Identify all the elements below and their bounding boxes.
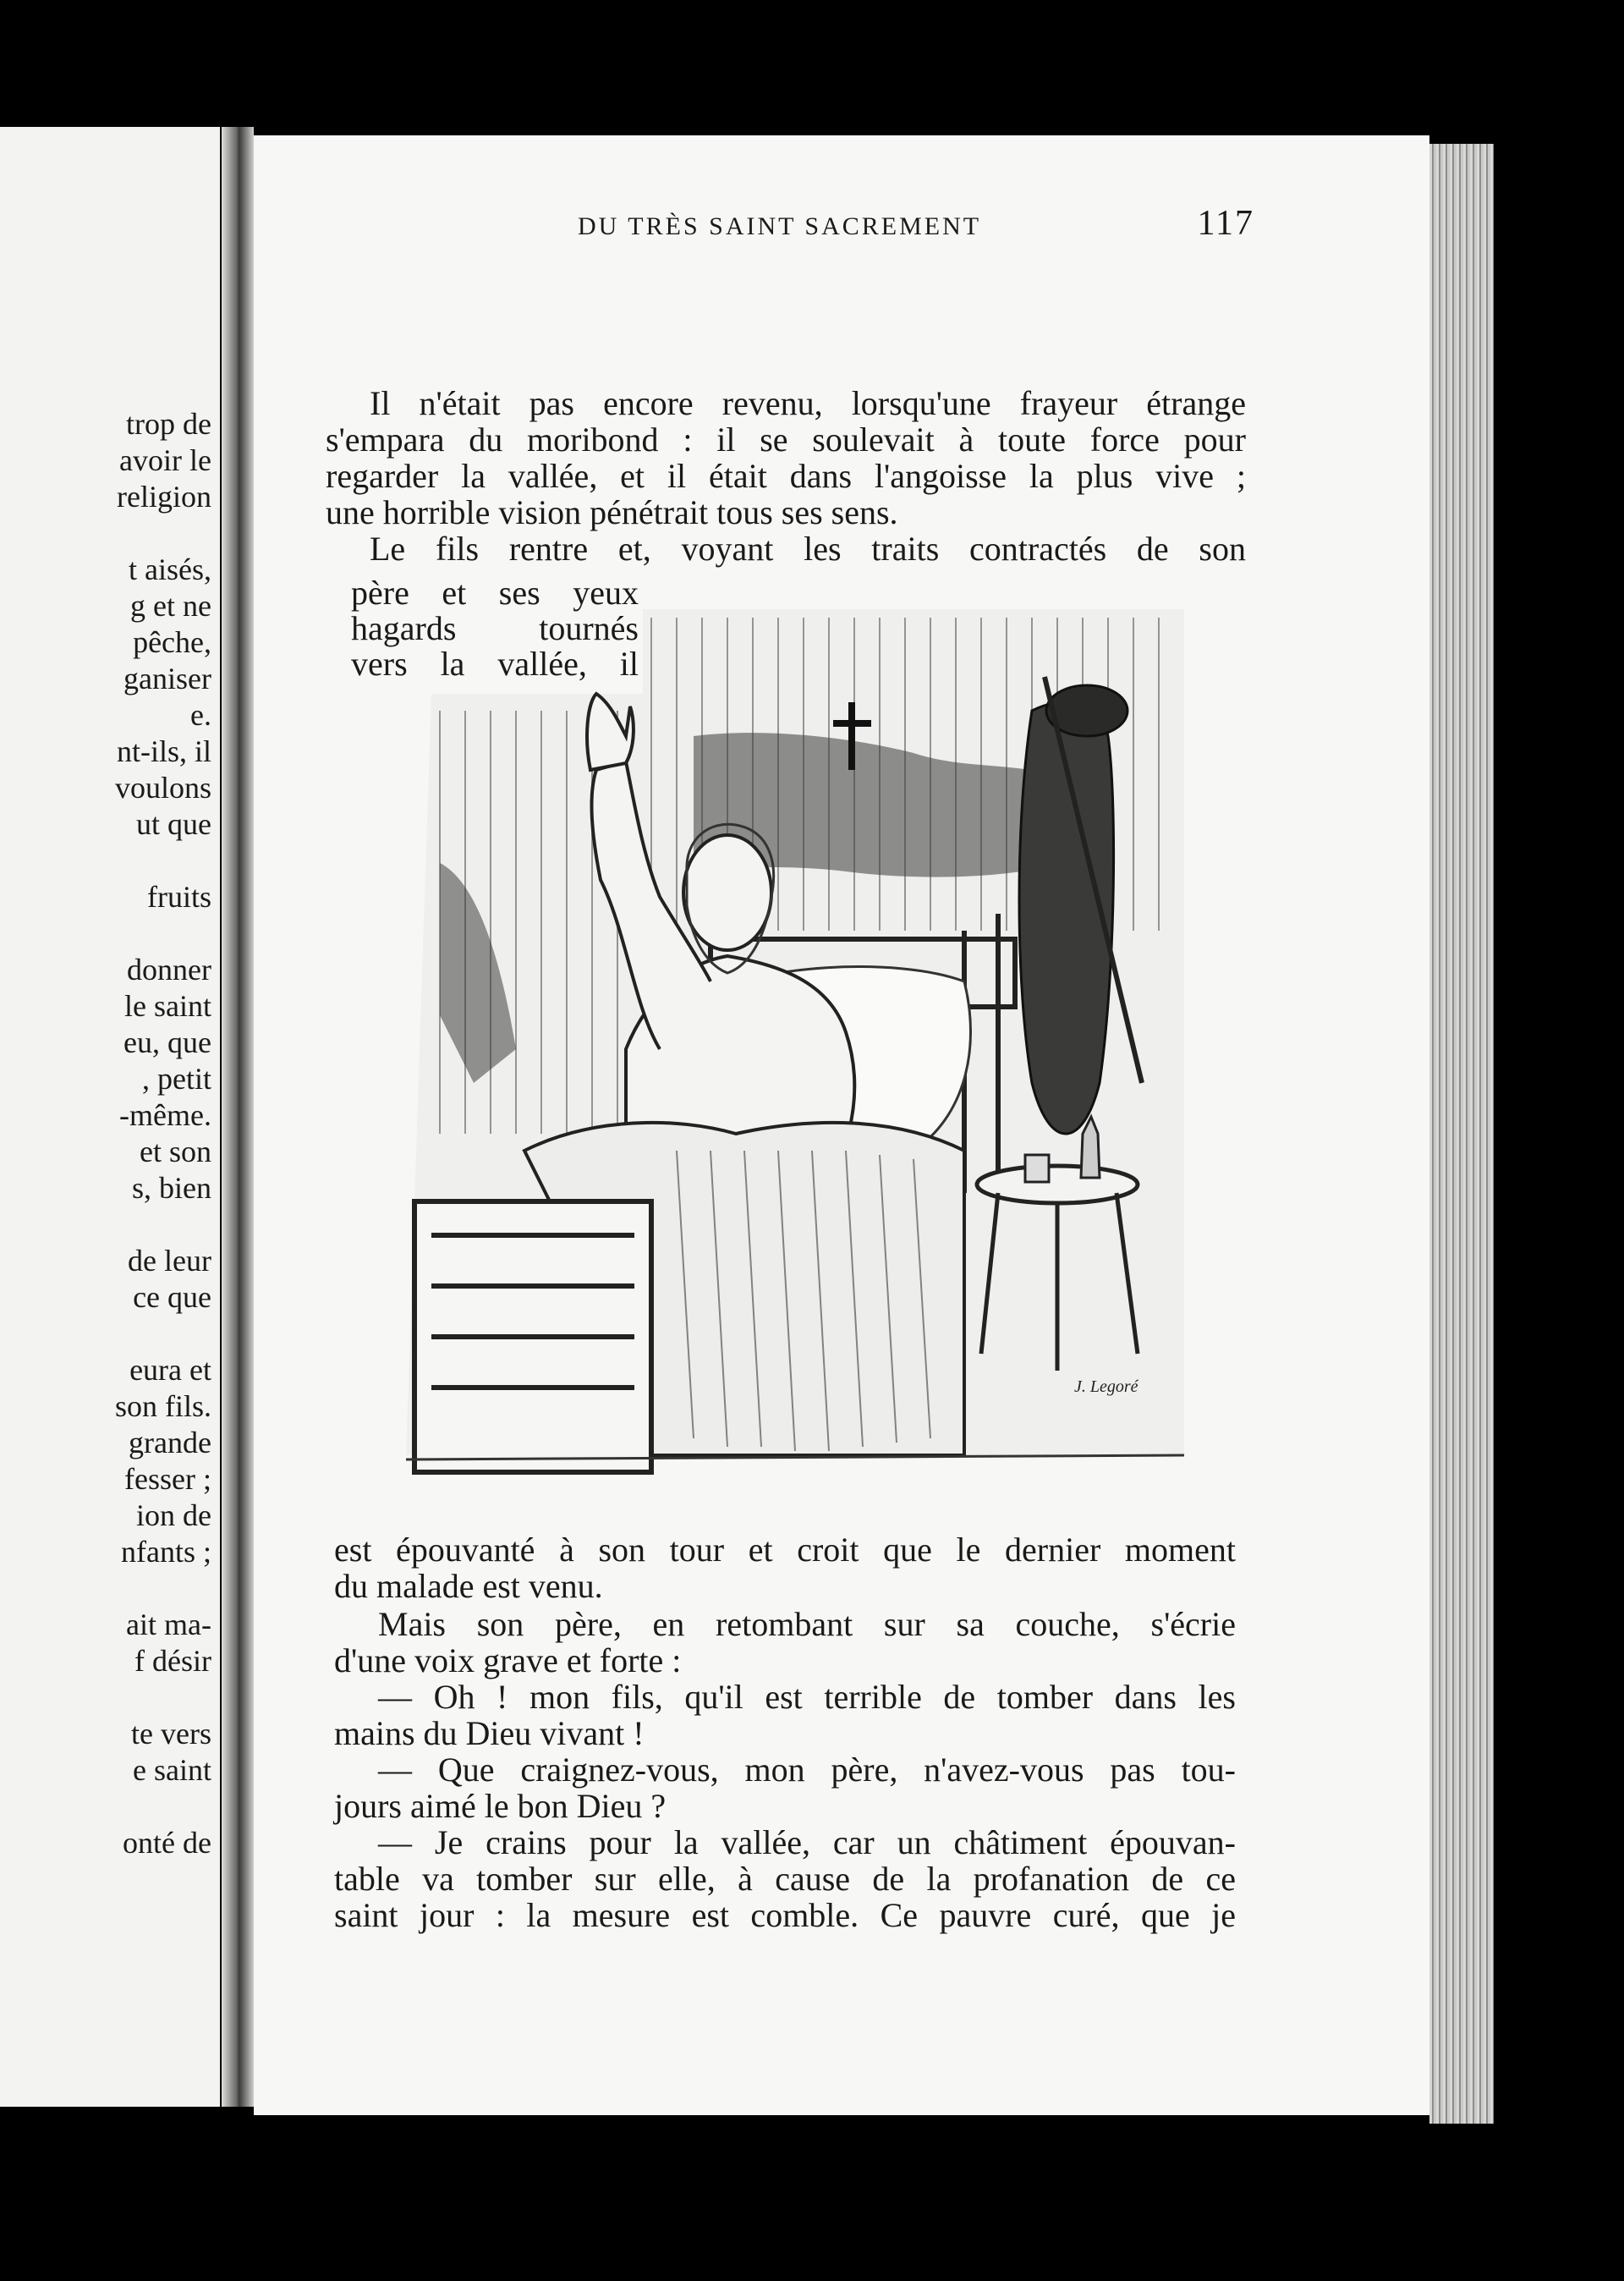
paragraph-3 xyxy=(334,1606,1236,1679)
running-head-title: DU TRÈS SAINT SACREMENT xyxy=(578,212,982,240)
left-line: , petit xyxy=(142,1062,211,1096)
left-line: pêche, xyxy=(133,625,211,659)
left-line: ion de xyxy=(136,1498,211,1532)
previous-page-text xyxy=(25,406,211,1861)
left-line: fruits xyxy=(147,880,211,914)
left-line: ait ma- xyxy=(126,1608,211,1641)
left-line: f désir xyxy=(134,1644,211,1678)
left-line: le saint xyxy=(124,989,211,1023)
text-line: — Que craignez-vous, mon père, n'avez-vous pas tou- xyxy=(378,1751,1236,1789)
text-line: est épouvanté à son tour et croit que le dernier moment xyxy=(334,1531,1236,1569)
left-line: s, bien xyxy=(132,1171,211,1205)
left-line: nt-ils, il xyxy=(116,734,211,768)
bed-footboard xyxy=(414,1201,651,1472)
paragraph-5 xyxy=(334,1751,1236,1824)
left-line: avoir le xyxy=(119,443,211,477)
left-line: son fils. xyxy=(114,1389,211,1423)
text-line: saint jour : la mesure est comble. Ce pauvre curé, que je xyxy=(334,1896,1236,1934)
left-line: eura et xyxy=(129,1353,211,1387)
engraving-illustration xyxy=(372,609,1201,1514)
text-line: — Oh ! mon fils, qu'il est terrible de tomber dans les xyxy=(378,1678,1236,1716)
left-line: fesser ; xyxy=(124,1462,211,1496)
text-line: mains du Dieu vivant ! xyxy=(334,1714,645,1752)
text-line: regarder la vallée, et il était dans l'angoisse la plus vive ; xyxy=(326,457,1246,495)
page-edges xyxy=(1429,144,1494,2124)
man-head xyxy=(683,835,771,950)
text-line: table va tomber sur elle, à cause de la profanation de ce xyxy=(334,1860,1236,1898)
left-line: voulons xyxy=(114,771,211,805)
text-line: jours aimé le bon Dieu ? xyxy=(334,1787,667,1825)
running-head xyxy=(324,203,1254,244)
left-line: -même. xyxy=(119,1098,211,1132)
text-line: Le fils rentre et, voyant les traits contractés de son xyxy=(370,530,1246,568)
text-line: du malade est venu. xyxy=(334,1567,603,1605)
left-line: donner xyxy=(127,953,211,987)
left-line: trop de xyxy=(126,407,211,441)
page-number: 117 xyxy=(1197,204,1254,243)
left-line: ce que xyxy=(133,1280,211,1314)
text-line: d'une voix grave et forte : xyxy=(334,1641,682,1679)
text-line: — Je crains pour la vallée, car un châtiment épouvan- xyxy=(378,1823,1236,1861)
text-line: Mais son père, en retombant sur sa couche, s'écrie xyxy=(378,1605,1236,1643)
left-line: e saint xyxy=(133,1753,211,1787)
left-line: onté de xyxy=(123,1826,211,1860)
left-line: nfants ; xyxy=(121,1535,211,1569)
left-line: ut que xyxy=(136,807,211,841)
paragraph-1 xyxy=(326,385,1246,567)
left-line: te vers xyxy=(131,1717,211,1751)
text-line: hagards tournés xyxy=(351,609,639,647)
left-line: t aisés, xyxy=(129,552,211,586)
left-line: religion xyxy=(117,480,211,514)
paragraph-6 xyxy=(334,1824,1236,1933)
illustrator-signature: J. Legoré xyxy=(1074,1377,1138,1396)
left-line: grande xyxy=(129,1426,211,1459)
left-line: eu, que xyxy=(123,1025,211,1059)
left-line: e. xyxy=(190,698,211,732)
paragraph-4 xyxy=(334,1679,1236,1751)
left-line: ganiser xyxy=(123,662,211,695)
left-line: de leur xyxy=(128,1244,211,1278)
text-line: une horrible vision pénétrait tous ses sens. xyxy=(326,493,898,531)
left-line: et son xyxy=(140,1135,211,1168)
left-line: g et ne xyxy=(130,589,211,623)
text-line: s'empara du moribond : il se soulevait à toute force pour xyxy=(326,420,1246,459)
text-line: Il n'était pas encore revenu, lorsqu'une frayeur étrange xyxy=(370,384,1246,422)
paragraph-2-continued xyxy=(334,1531,1236,1604)
glass-icon xyxy=(1025,1155,1049,1182)
text-line: vers la vallée, il xyxy=(351,645,639,683)
previous-page-fragment xyxy=(0,127,220,2107)
text-line: père et ses yeux xyxy=(351,574,639,612)
book-gutter xyxy=(222,127,254,2107)
